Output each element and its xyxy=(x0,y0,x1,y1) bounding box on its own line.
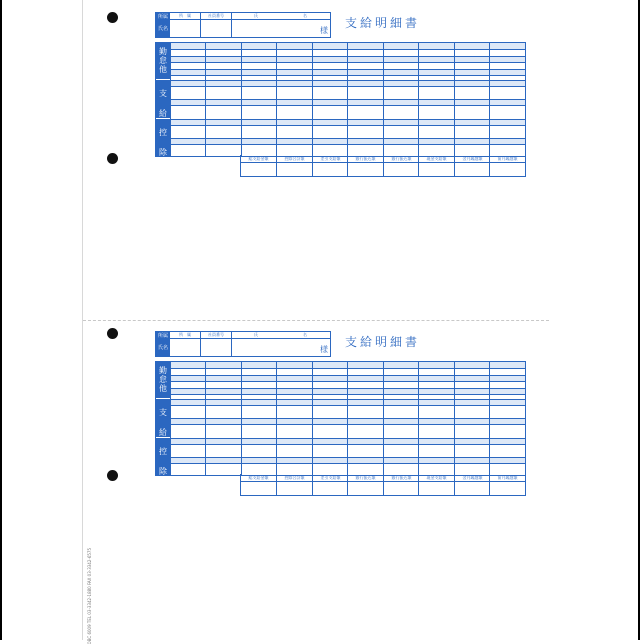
col-employee-no: 社員番号 xyxy=(201,13,231,20)
label-name: 氏名 xyxy=(157,26,168,32)
payslip-2 xyxy=(155,331,525,505)
pay-grid xyxy=(155,42,526,157)
dept-name-label xyxy=(156,332,170,356)
summary-label: 総支給金額 xyxy=(241,155,276,163)
pay-grid xyxy=(155,361,526,476)
section-deduction xyxy=(156,438,170,475)
col-line xyxy=(241,362,242,475)
section-attendance-label: 勤怠他 xyxy=(159,366,167,393)
col-line xyxy=(205,362,206,475)
section-deduction-label: 控除 xyxy=(159,128,167,157)
col-line xyxy=(347,43,348,156)
section-deduction xyxy=(156,119,170,156)
section-payment xyxy=(156,80,170,118)
honorific: 様 xyxy=(320,26,328,35)
col-line xyxy=(170,43,171,156)
col-line xyxy=(241,43,242,156)
col-line xyxy=(489,362,490,475)
binding-hole-4 xyxy=(107,470,118,481)
payslip-sheet xyxy=(82,0,549,644)
col-line xyxy=(276,43,277,156)
employee-header-box xyxy=(155,12,331,38)
col-line xyxy=(383,43,384,156)
summary-box xyxy=(240,474,526,496)
section-payment xyxy=(156,399,170,437)
col-line xyxy=(170,362,171,475)
summary-label: 控除合計額 xyxy=(277,474,312,482)
summary-label: 銀行振込額 xyxy=(384,474,419,482)
summary-label: 現金支給額 xyxy=(419,474,454,482)
col-dept: 所 属 xyxy=(170,13,200,20)
col-name-1: 氏 xyxy=(232,332,280,339)
payslip-1 xyxy=(155,12,525,186)
summary-label: 前月繰越額 xyxy=(490,474,525,482)
summary-label: 銀行振込額 xyxy=(348,474,383,482)
summary-label: 差引支給額 xyxy=(313,474,348,482)
summary-label: 銀行振込額 xyxy=(384,155,419,163)
summary-label: 総支給金額 xyxy=(241,474,276,482)
col-line xyxy=(312,43,313,156)
binding-hole-3 xyxy=(107,328,118,339)
section-line xyxy=(156,80,525,81)
section-attendance xyxy=(156,43,170,79)
col-line xyxy=(418,362,419,475)
section-line xyxy=(156,399,525,400)
summary-box xyxy=(240,155,526,177)
summary-label: 差引支給額 xyxy=(313,155,348,163)
binding-hole-2 xyxy=(107,153,118,164)
col-name-2: 名 xyxy=(280,13,330,20)
margin-contact-text: OBC 6009 TEL 03-3342-1880 FAX 03-3342-6575 xyxy=(87,548,92,644)
summary-label: 翌月繰越額 xyxy=(455,155,490,163)
slip-title: 支給明細書 xyxy=(345,335,421,349)
label-dept: 所属 xyxy=(157,333,168,339)
col-line xyxy=(205,43,206,156)
col-employee-no: 社員番号 xyxy=(201,332,231,339)
section-attendance-label: 勤怠他 xyxy=(159,47,167,74)
section-attendance xyxy=(156,362,170,398)
col-line xyxy=(312,362,313,475)
col-name-1: 氏 xyxy=(232,13,280,20)
binding-hole-1 xyxy=(107,12,118,23)
section-line xyxy=(156,119,525,120)
col-line xyxy=(418,43,419,156)
honorific: 様 xyxy=(320,345,328,354)
employee-header-box xyxy=(155,331,331,357)
summary-label: 前月繰越額 xyxy=(490,155,525,163)
label-name: 氏名 xyxy=(157,345,168,351)
col-dept: 所 属 xyxy=(170,332,200,339)
section-deduction-label: 控除 xyxy=(159,447,167,476)
dept-name-label xyxy=(156,13,170,37)
summary-label: 控除合計額 xyxy=(277,155,312,163)
summary-label: 銀行振込額 xyxy=(348,155,383,163)
col-line xyxy=(489,43,490,156)
col-line xyxy=(454,362,455,475)
section-payment-label: 支給 xyxy=(159,408,167,437)
perforation-line xyxy=(83,320,549,321)
slip-title: 支給明細書 xyxy=(345,16,421,30)
col-line xyxy=(383,362,384,475)
col-line xyxy=(276,362,277,475)
section-line xyxy=(156,438,525,439)
summary-label: 現金支給額 xyxy=(419,155,454,163)
section-payment-label: 支給 xyxy=(159,89,167,118)
label-dept: 所属 xyxy=(157,14,168,20)
col-line xyxy=(347,362,348,475)
col-name-2: 名 xyxy=(280,332,330,339)
col-line xyxy=(454,43,455,156)
left-black-border xyxy=(0,0,2,640)
summary-label: 翌月繰越額 xyxy=(455,474,490,482)
